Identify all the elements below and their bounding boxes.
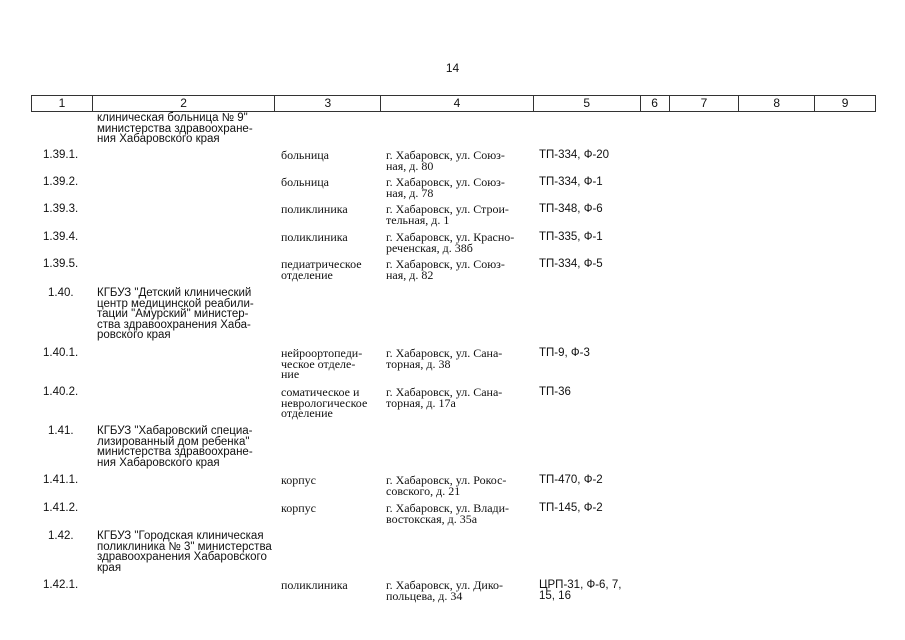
address: г. Хабаровск, ул. Сана- торная, д. 38 [386,346,503,371]
header-col-1: 1 [58,96,66,110]
row-number: 1.41.2. [43,502,79,514]
substation-feeder: ТП-36 [539,386,571,398]
substation-feeder: ТП-348, Ф-6 [539,203,603,215]
substation-feeder: ТП-9, Ф-3 [539,347,590,359]
header-col-2: 2 [92,96,275,111]
row-number: 1.41.1. [43,474,79,486]
row-number: 1.40.2. [43,386,79,398]
institution-name: КГБУЗ "Детский клинический центр медицинской реабили- тации "Амурский" министер- ства здравоохранения Хаба- ровского края [97,287,254,342]
row-number: 1.39.1. [43,149,79,161]
row-number: 1.39.4. [43,231,79,243]
substation-feeder: ТП-335, Ф-1 [539,231,603,243]
institution-name: КГБУЗ "Городская клиническая поликлиника № 3" министерства здравоохранения Хабаровского края [97,530,272,574]
object-type: педиатрическое отделение [281,257,362,282]
address: г. Хабаровск, ул. Союз- ная, д. 82 [386,257,505,282]
header-col-9: 9 [814,96,875,111]
substation-feeder: ТП-145, Ф-2 [539,502,603,514]
row-number: 1.41. [48,425,74,437]
address: г. Хабаровск, ул. Рокос- совского, д. 21 [386,473,507,498]
row-number: 1.39.3. [43,203,79,215]
address: г. Хабаровск, ул. Дико- польцева, д. 34 [386,578,504,603]
address: г. Хабаровск, ул. Союз- ная, д. 78 [386,175,505,200]
object-type: корпус [281,501,316,515]
substation-feeder: ТП-334, Ф-20 [539,149,610,161]
object-type: нейроортопеди- ческое отделе- ние [281,346,363,382]
row-number: 1.39.2. [43,176,79,188]
institution-name: клиническая больница № 9" министерства здравоохране- ния Хабаровского края [97,112,253,146]
address: г. Хабаровск, ул. Влади- востокская, д. 35а [386,501,510,526]
row-number: 1.42. [48,530,74,542]
substation-feeder: ТП-470, Ф-2 [539,474,603,486]
row-number: 1.40. [48,287,74,299]
row-number: 1.42.1. [43,579,79,591]
header-col-8: 8 [738,96,814,111]
address: г. Хабаровск, ул. Сана- торная, д. 17а [386,385,503,410]
header-col-4: 4 [380,96,533,111]
institution-name: КГБУЗ "Хабаровский специа- лизированный дом ребенка" министерства здравоохране- ния Хабаровского края [97,425,253,469]
address: г. Хабаровск, ул. Союз- ная, д. 80 [386,148,505,173]
address: г. Хабаровск, ул. Красно- реченская, д. 38б [386,230,515,255]
object-type: соматическое и неврологическое отделение [281,385,368,421]
object-type: больница [281,148,329,162]
object-type: поликлиника [281,578,348,592]
row-number: 1.39.5. [43,258,79,270]
object-type: корпус [281,473,316,487]
header-col-3: 3 [274,96,380,111]
table-header [31,95,876,112]
row-number: 1.40.1. [43,347,79,359]
page-number: 14 [445,61,460,75]
object-type: больница [281,175,329,189]
substation-feeder: ТП-334, Ф-1 [539,176,603,188]
object-type: поликлиника [281,202,348,216]
address: г. Хабаровск, ул. Строи- тельная, д. 1 [386,202,509,227]
object-type: поликлиника [281,230,348,244]
header-col-7: 7 [669,96,739,111]
substation-feeder: ЦРП-31, Ф-6, 7, 15, 16 [539,579,622,602]
header-col-5: 5 [533,96,640,111]
header-col-6: 6 [640,96,669,111]
substation-feeder: ТП-334, Ф-5 [539,258,603,270]
